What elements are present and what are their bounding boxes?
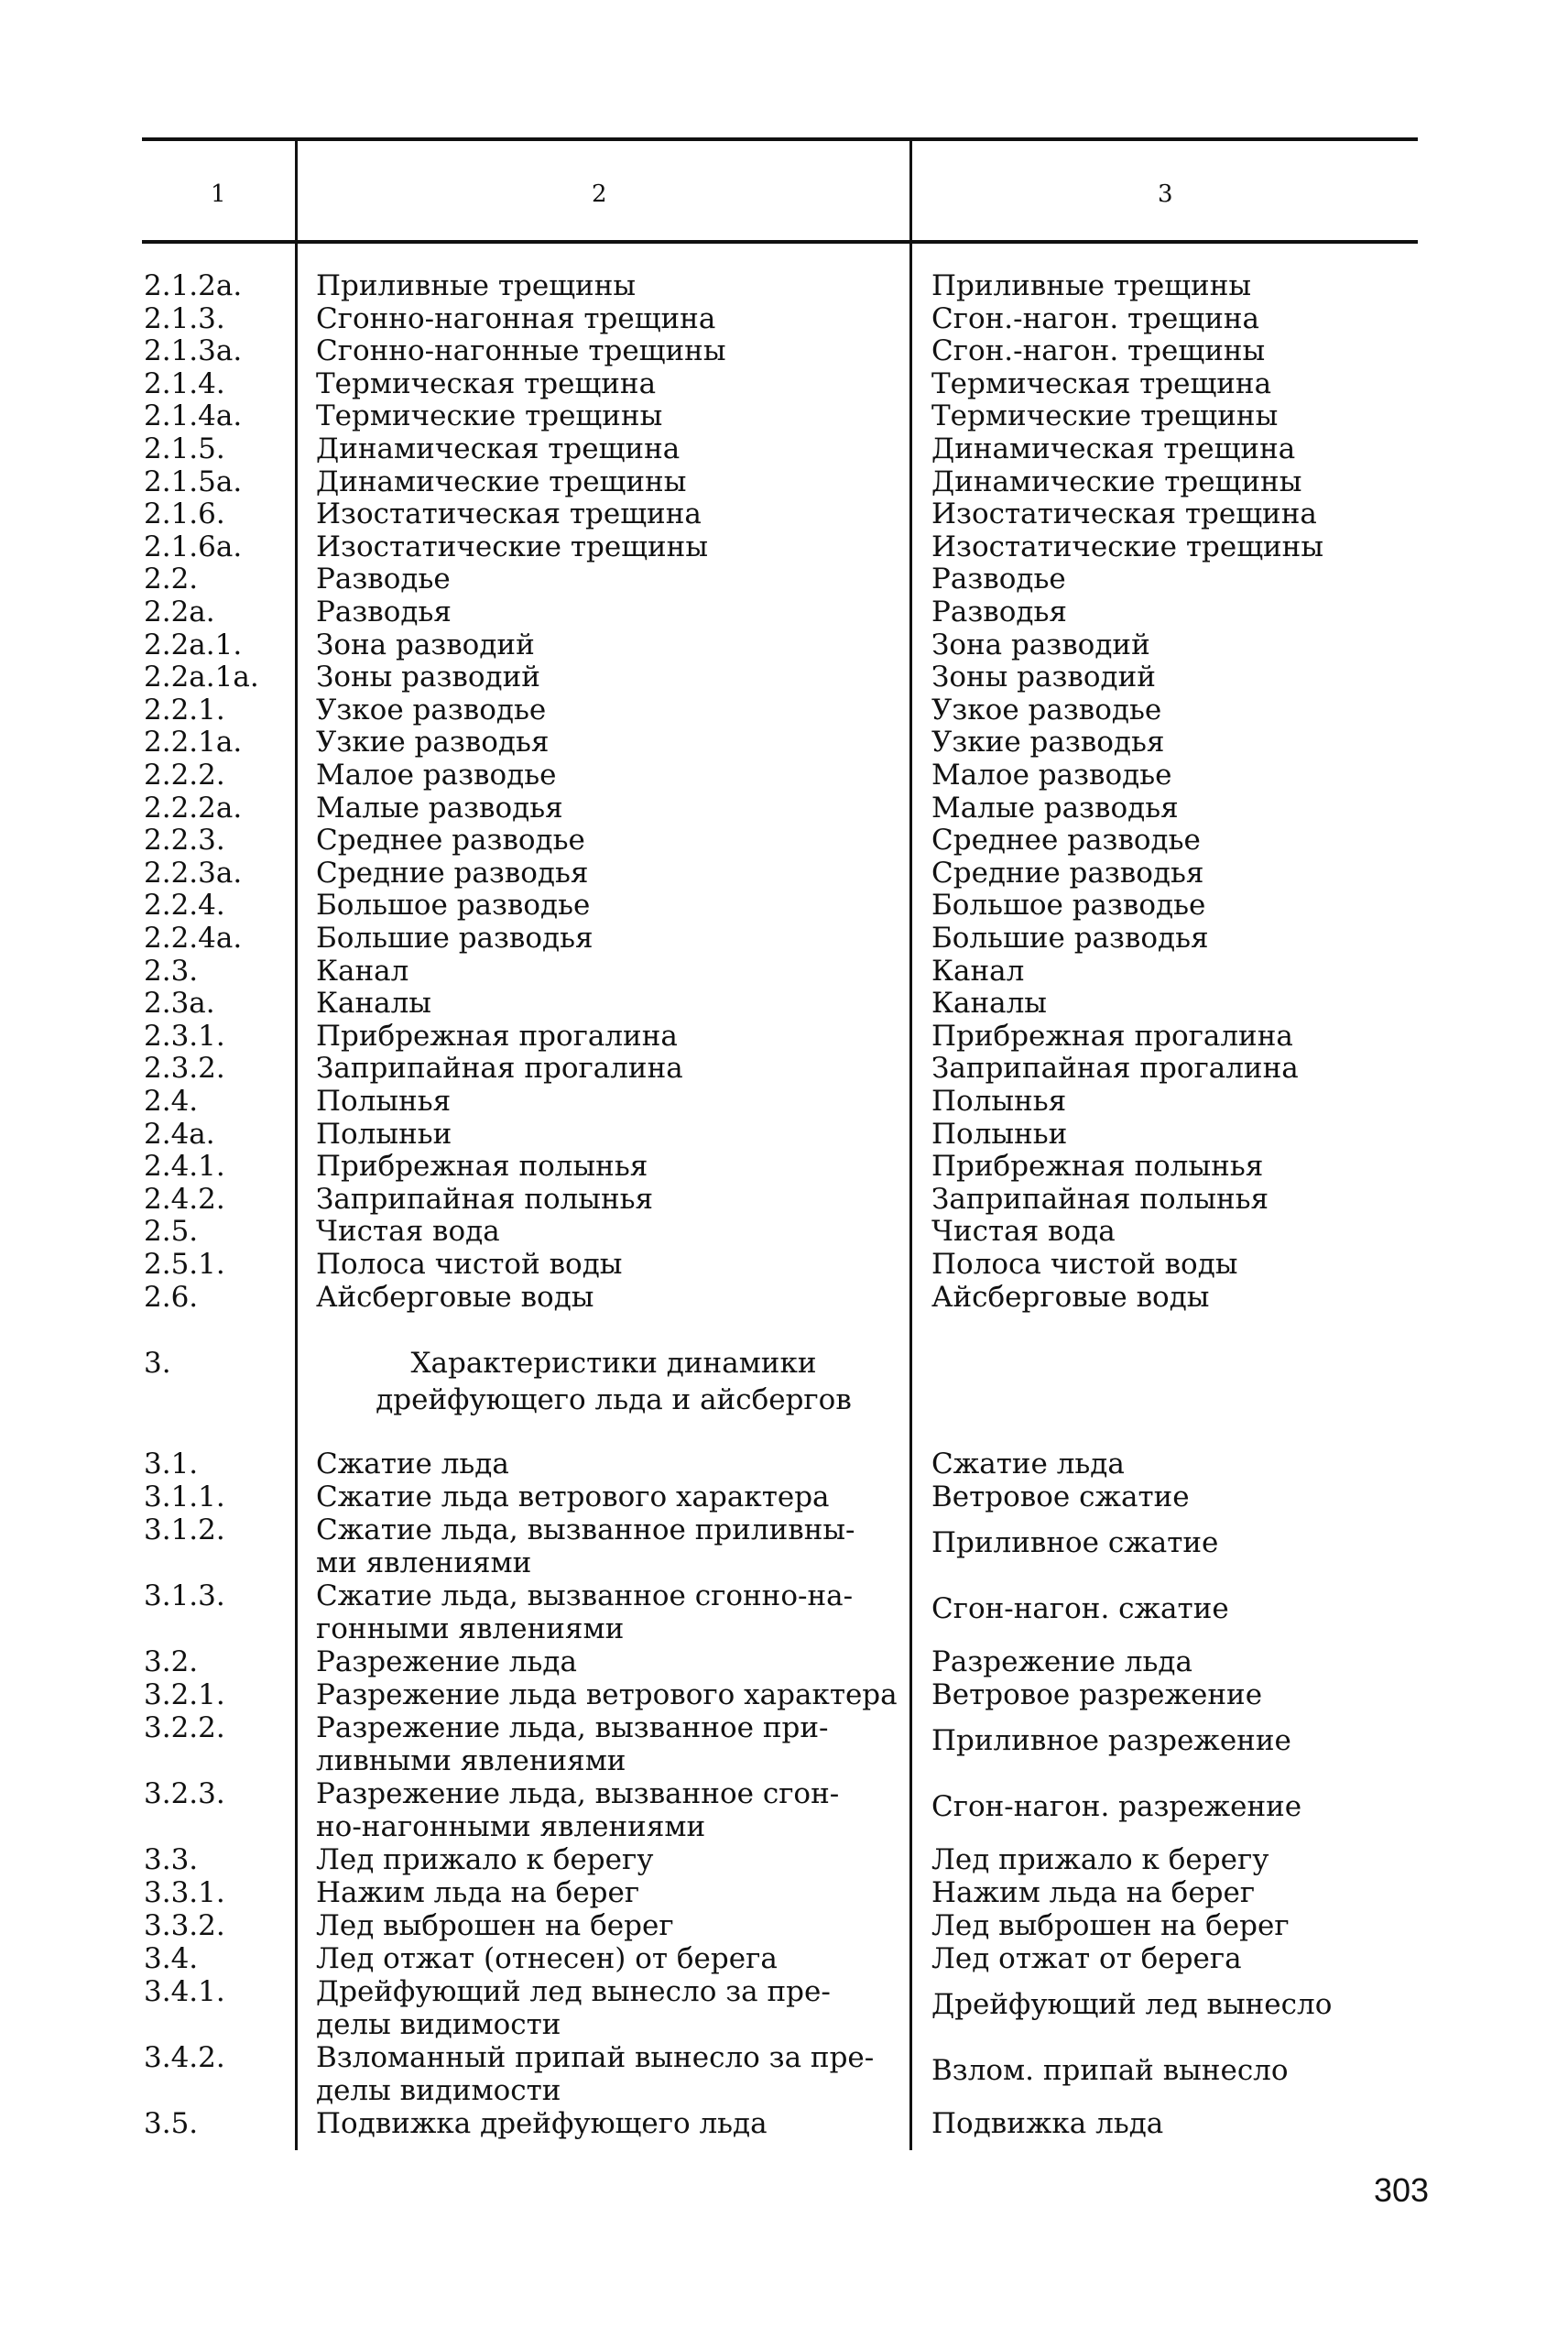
- row-abbreviation: Полоса чистой воды: [931, 1248, 1238, 1281]
- row-number: 3.4.2.: [144, 2041, 225, 2074]
- row-abbreviation: Приливное сжатие: [931, 1526, 1219, 1559]
- row-number: 3.1.: [144, 1448, 199, 1480]
- row-term: Термические трещины: [316, 399, 663, 433]
- row-term: [316, 1876, 911, 1909]
- row-number: 2.2a.1a.: [144, 661, 259, 694]
- row-abbreviation: Сгон.-нагон. трещина: [931, 301, 1259, 335]
- row-abbreviation: Нажим льда на берег: [931, 1876, 1256, 1909]
- column-header-2: 2: [592, 180, 607, 208]
- row-term: Каналы: [316, 987, 431, 1021]
- row-abbreviation: Термическая трещина: [931, 366, 1272, 400]
- row-term-line2: но-нагонными явлениями: [316, 1810, 706, 1843]
- row-number: 3.4.: [144, 1942, 199, 1975]
- row-abbreviation: Полыньи: [931, 1117, 1068, 1151]
- row-abbreviation: Каналы: [931, 987, 1047, 1021]
- row-term: Сгонно-нагонная трещина: [316, 301, 716, 335]
- row-term: [316, 1975, 911, 2041]
- row-abbreviation: Разводье: [931, 563, 1066, 596]
- row-term-line1: Подвижка дрейфующего льда: [316, 2107, 768, 2140]
- row-abbreviation: Ветровое сжатие: [931, 1480, 1190, 1513]
- row-abbreviation: Малое разводье: [931, 759, 1172, 792]
- row-number: 2.5.: [144, 1215, 199, 1249]
- row-number: 2.2.4.: [144, 889, 225, 923]
- row-abbreviation: Айсберговые воды: [931, 1280, 1210, 1314]
- row-term: [316, 1513, 911, 1579]
- row-number: 3.3.1.: [144, 1876, 225, 1909]
- row-abbreviation: Узкое разводье: [931, 693, 1162, 727]
- row-term-line1: Разрежение льда, вызванное сгон-: [316, 1777, 840, 1810]
- row-abbreviation: Изостатические трещины: [931, 530, 1324, 563]
- row-abbreviation: Разводья: [931, 595, 1067, 628]
- row-number: 2.3.1.: [144, 1019, 225, 1053]
- table-header-rule: [142, 240, 1418, 244]
- row-abbreviation: Полынья: [931, 1085, 1067, 1118]
- row-number: 3.3.: [144, 1843, 199, 1876]
- section-number: 3.: [144, 1347, 171, 1380]
- row-number: 2.2a.1.: [144, 628, 243, 661]
- row-abbreviation: Сжатие льда: [931, 1448, 1125, 1480]
- row-abbreviation: Прибрежная полынья: [931, 1150, 1264, 1184]
- column-divider-1: [295, 139, 298, 2150]
- row-number: 2.1.2a.: [144, 269, 243, 302]
- row-term: Динамические трещины: [316, 464, 687, 498]
- row-number: 3.1.2.: [144, 1513, 225, 1546]
- row-abbreviation: Среднее разводье: [931, 824, 1201, 858]
- row-term: Зона разводий: [316, 628, 535, 661]
- row-abbreviation: Прибрежная прогалина: [931, 1019, 1293, 1053]
- row-number: 2.3.2.: [144, 1052, 225, 1086]
- row-abbreviation: Приливное разрежение: [931, 1724, 1291, 1757]
- row-number: 2.4.2.: [144, 1182, 225, 1216]
- row-abbreviation: Сгон-нагон. сжатие: [931, 1592, 1229, 1625]
- row-abbreviation: Приливные трещины: [931, 269, 1252, 302]
- row-number: 2.2.2a.: [144, 791, 243, 825]
- row-abbreviation: Взлом. припай вынесло: [931, 2054, 1289, 2087]
- row-term: [316, 2041, 911, 2107]
- row-abbreviation: Большие разводья: [931, 922, 1209, 955]
- row-term: [316, 1645, 911, 1678]
- row-number: 2.6.: [144, 1280, 199, 1314]
- row-term: Заприпайная прогалина: [316, 1052, 683, 1086]
- section-title-line1: Характеристики динамики: [410, 1347, 817, 1380]
- row-number: 2.2.3a.: [144, 856, 243, 890]
- row-number: 2.4.: [144, 1085, 199, 1118]
- row-term-line1: Сжатие льда, вызванное приливны-: [316, 1513, 855, 1546]
- row-abbreviation: Чистая вода: [931, 1215, 1116, 1249]
- row-number: 3.2.3.: [144, 1777, 225, 1810]
- row-term-line1: Лед отжат (отнесен) от берега: [316, 1942, 778, 1975]
- row-term-line1: Разрежение льда, вызванное при-: [316, 1711, 829, 1744]
- row-term: Разводье: [316, 563, 451, 596]
- row-number: 2.2.3.: [144, 824, 225, 858]
- row-term: Канал: [316, 954, 409, 988]
- row-abbreviation: Зоны разводий: [931, 661, 1156, 694]
- row-term: Прибрежная полынья: [316, 1150, 648, 1184]
- section-title: [339, 1345, 888, 1418]
- row-number: 3.1.3.: [144, 1579, 225, 1612]
- row-number: 2.1.5a.: [144, 464, 243, 498]
- row-number: 2.5.1.: [144, 1248, 225, 1281]
- row-term-line2: ливными явлениями: [316, 1744, 626, 1777]
- column-header-3: 3: [1158, 180, 1173, 208]
- row-term-line1: Взломанный припай вынесло за пре-: [316, 2041, 875, 2074]
- row-number: 2.2.: [144, 563, 199, 596]
- row-term: Полыньи: [316, 1117, 452, 1151]
- row-number: 2.4.1.: [144, 1150, 225, 1184]
- row-term-line1: Сжатие льда, вызванное сгонно-на-: [316, 1579, 854, 1612]
- row-term: Айсберговые воды: [316, 1280, 594, 1314]
- row-number: 2.4a.: [144, 1117, 215, 1151]
- row-number: 2.2.4a.: [144, 922, 243, 955]
- row-term: [316, 1843, 911, 1876]
- row-term: Большие разводья: [316, 922, 593, 955]
- row-term-line1: Лед выброшен на берег: [316, 1909, 674, 1942]
- row-abbreviation: Сгон-нагон. разрежение: [931, 1790, 1302, 1823]
- row-term: Изостатическая трещина: [316, 497, 702, 531]
- row-abbreviation: Средние разводья: [931, 856, 1204, 890]
- row-term: Среднее разводье: [316, 824, 585, 858]
- row-abbreviation: Термические трещины: [931, 399, 1279, 433]
- row-abbreviation: Изостатическая трещина: [931, 497, 1317, 531]
- row-term: Зоны разводий: [316, 661, 540, 694]
- row-number: 2.1.6.: [144, 497, 225, 531]
- row-abbreviation: Сгон.-нагон. трещины: [931, 334, 1266, 368]
- row-abbreviation: Динамическая трещина: [931, 432, 1296, 465]
- row-term: [316, 1909, 911, 1942]
- row-term: Узкое разводье: [316, 693, 547, 727]
- row-abbreviation: Дрейфующий лед вынесло: [931, 1988, 1333, 2021]
- row-term: Чистая вода: [316, 1215, 500, 1249]
- row-term-line1: Дрейфующий лед вынесло за пре-: [316, 1975, 831, 2008]
- row-term-line2: гонными явлениями: [316, 1612, 625, 1645]
- row-abbreviation: Малые разводья: [931, 791, 1179, 825]
- row-number: 3.1.1.: [144, 1480, 225, 1513]
- table-top-rule: [142, 137, 1418, 141]
- row-term-line1: Сжатие льда: [316, 1448, 509, 1480]
- row-term: Термическая трещина: [316, 366, 657, 400]
- row-abbreviation: Подвижка льда: [931, 2107, 1164, 2140]
- row-term: Приливные трещины: [316, 269, 637, 302]
- row-abbreviation: Зона разводий: [931, 628, 1150, 661]
- row-number: 2.1.3a.: [144, 334, 243, 368]
- row-term: Заприпайная полынья: [316, 1182, 654, 1216]
- row-number: 3.3.2.: [144, 1909, 225, 1942]
- row-number: 2.2.1a.: [144, 726, 243, 759]
- row-term: Полынья: [316, 1085, 452, 1118]
- row-number: 3.2.: [144, 1645, 199, 1678]
- row-term-line1: Сжатие льда ветрового характера: [316, 1480, 830, 1513]
- row-term: [316, 2107, 911, 2140]
- row-number: 2.2.1.: [144, 693, 225, 727]
- row-number: 2.3a.: [144, 987, 215, 1021]
- row-term: Динамическая трещина: [316, 432, 681, 465]
- row-term: Малое разводье: [316, 759, 557, 792]
- row-term: [316, 1711, 911, 1777]
- row-number: 3.4.1.: [144, 1975, 225, 2008]
- row-term-line2: делы видимости: [316, 2008, 561, 2041]
- row-term: [316, 1579, 911, 1645]
- row-term-line1: Разрежение льда ветрового характера: [316, 1678, 898, 1711]
- row-abbreviation: Ветровое разрежение: [931, 1678, 1263, 1711]
- row-term: Прибрежная прогалина: [316, 1019, 678, 1053]
- row-term: Узкие разводья: [316, 726, 550, 759]
- section-title-line2: дрейфующего льда и айсбергов: [376, 1383, 852, 1416]
- row-term: Разводья: [316, 595, 452, 628]
- row-abbreviation: Разрежение льда: [931, 1645, 1192, 1678]
- row-term: Малые разводья: [316, 791, 563, 825]
- row-term: [316, 1777, 911, 1843]
- row-term: Полоса чистой воды: [316, 1248, 623, 1281]
- row-term: [316, 1678, 911, 1711]
- row-number: 2.1.6a.: [144, 530, 243, 563]
- row-term-line1: Нажим льда на берег: [316, 1876, 640, 1909]
- row-abbreviation: Заприпайная полынья: [931, 1182, 1269, 1216]
- row-abbreviation: Лед прижало к берегу: [931, 1843, 1269, 1876]
- row-abbreviation: Лед отжат от берега: [931, 1942, 1242, 1975]
- row-term-line1: Лед прижало к берегу: [316, 1843, 654, 1876]
- row-term-line1: Разрежение льда: [316, 1645, 577, 1678]
- row-term: Сгонно-нагонные трещины: [316, 334, 726, 368]
- row-number: 2.2.2.: [144, 759, 225, 792]
- column-header-1: 1: [211, 180, 226, 208]
- row-number: 2.1.3.: [144, 301, 225, 335]
- row-abbreviation: Заприпайная прогалина: [931, 1052, 1299, 1086]
- row-abbreviation: Большое разводье: [931, 889, 1206, 923]
- row-term: Большое разводье: [316, 889, 591, 923]
- row-term: [316, 1942, 911, 1975]
- row-number: 2.1.5.: [144, 432, 225, 465]
- row-abbreviation: Лед выброшен на берег: [931, 1909, 1290, 1942]
- row-term-line2: делы видимости: [316, 2074, 561, 2107]
- row-number: 3.2.1.: [144, 1678, 225, 1711]
- row-abbreviation: Канал: [931, 954, 1025, 988]
- row-number: 2.1.4.: [144, 366, 225, 400]
- row-number: 2.1.4a.: [144, 399, 243, 433]
- row-term: [316, 1480, 911, 1513]
- row-term-line2: ми явлениями: [316, 1546, 532, 1579]
- row-term: Средние разводья: [316, 856, 589, 890]
- page-number: 303: [1374, 2171, 1430, 2209]
- row-term: Изостатические трещины: [316, 530, 709, 563]
- row-term: [316, 1448, 911, 1480]
- row-number: 3.5.: [144, 2107, 199, 2140]
- row-number: 2.2a.: [144, 595, 215, 628]
- row-number: 2.3.: [144, 954, 199, 988]
- row-abbreviation: Динамические трещины: [931, 464, 1302, 498]
- row-number: 3.2.2.: [144, 1711, 225, 1744]
- row-abbreviation: Узкие разводья: [931, 726, 1165, 759]
